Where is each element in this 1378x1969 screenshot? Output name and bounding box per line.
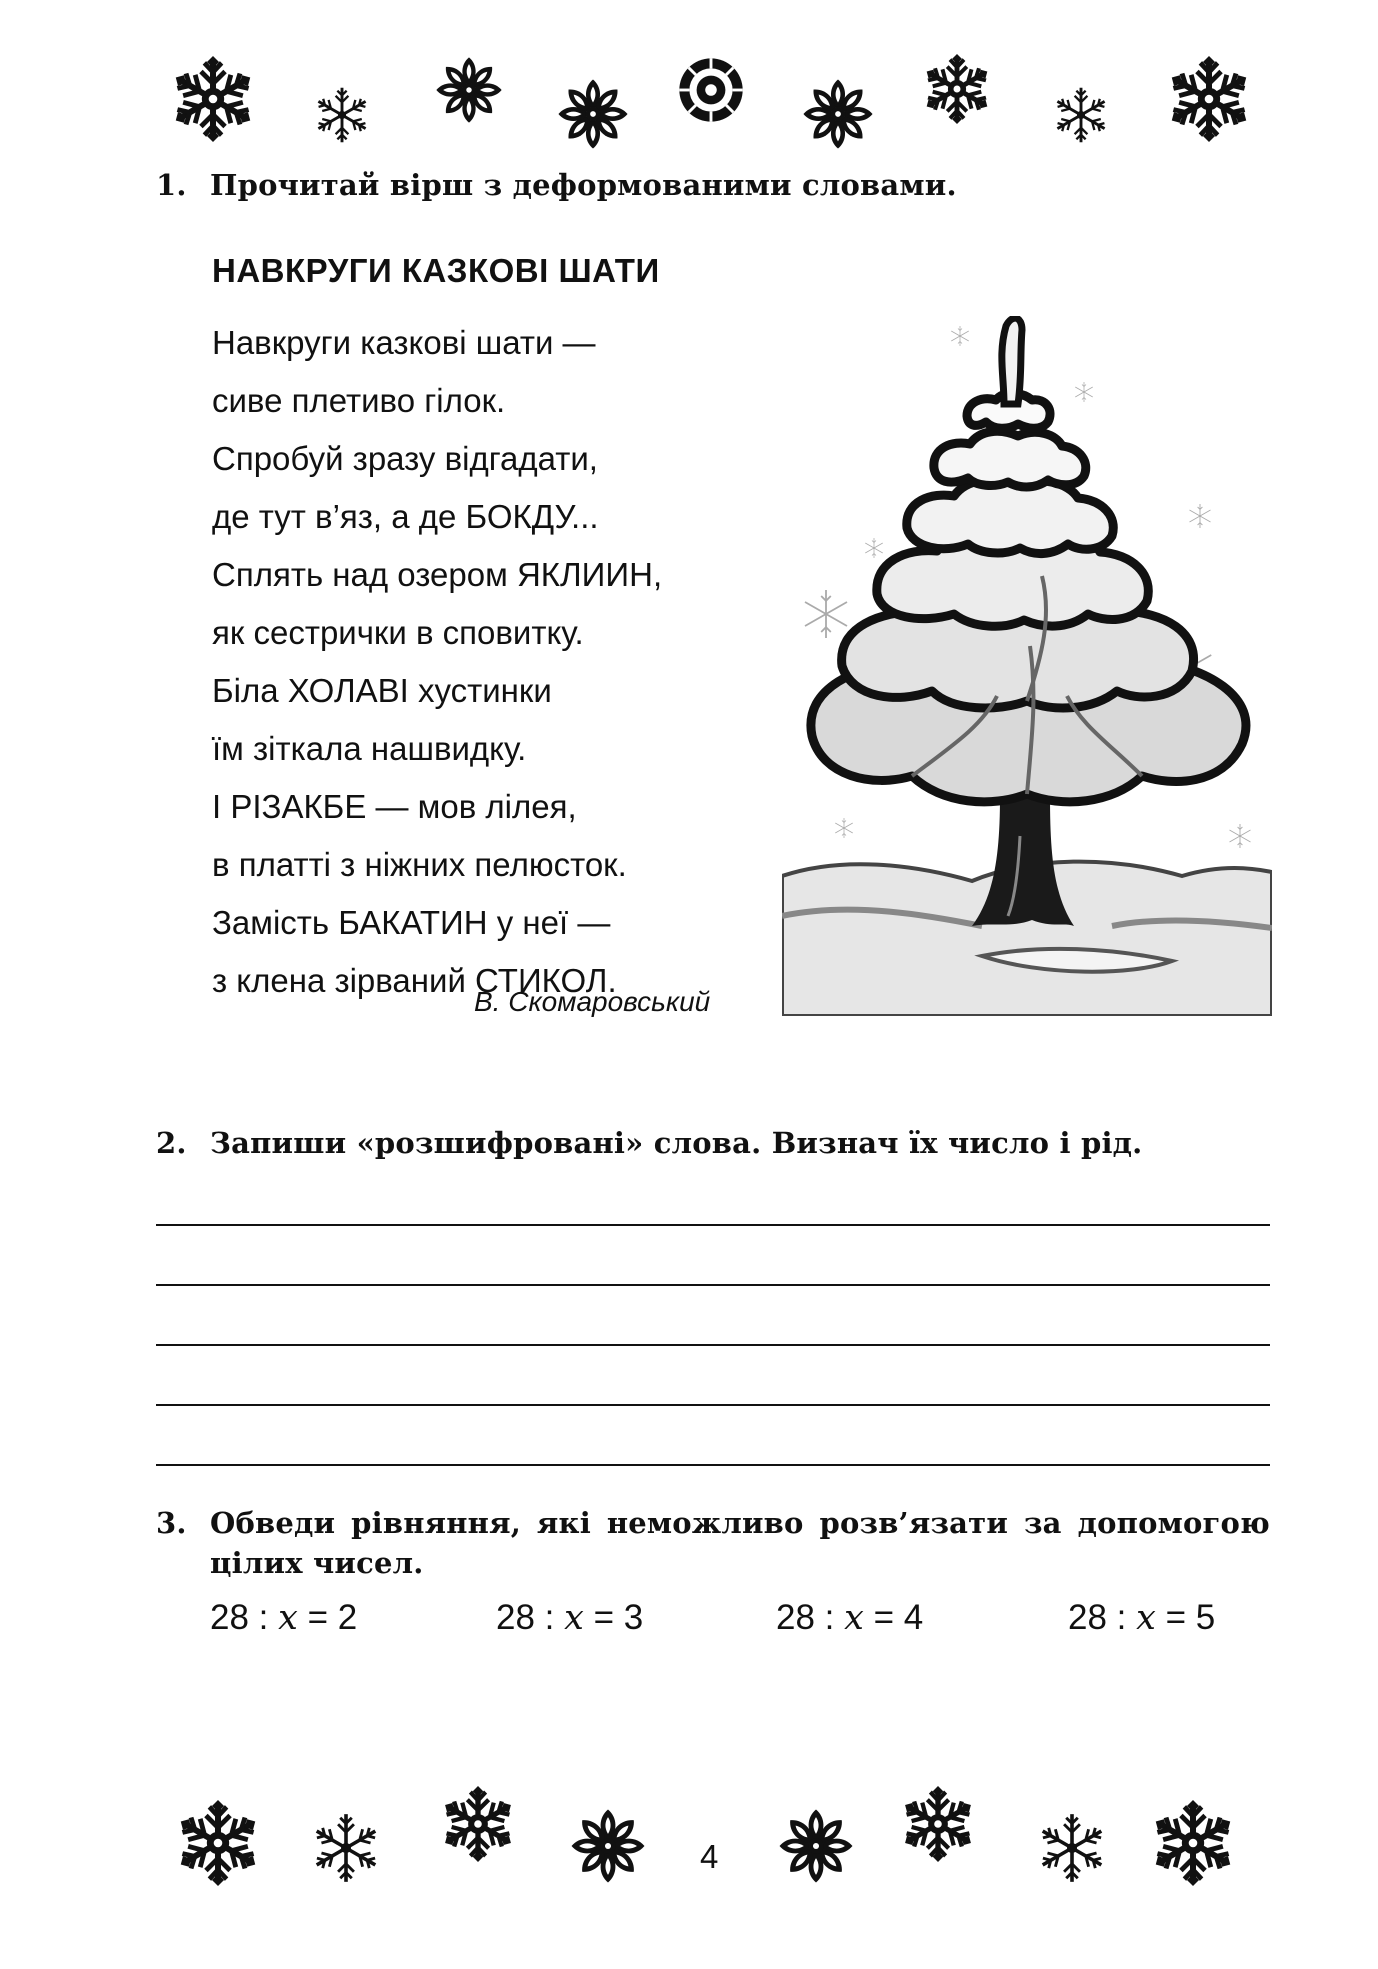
poem-line: Сплять над озером ЯКЛИИН, [212, 556, 663, 593]
snowflake-icon [1150, 1800, 1236, 1886]
poem-line: Замість БАКАТИН у неї — [212, 904, 611, 941]
poem-line: Спробуй зразу відгадати, [212, 440, 598, 477]
winter-tree-illustration [782, 316, 1272, 1016]
task-2-heading [156, 1126, 1142, 1160]
equation[interactable] [210, 1598, 357, 1638]
top-snowflake-border [160, 50, 1260, 160]
poem-author: В. Скомаровський [474, 986, 711, 1017]
snowflake-icon [313, 86, 371, 144]
task-number: 1. [156, 168, 187, 202]
equation-variable: x [564, 1598, 584, 1638]
answer-line[interactable] [156, 1344, 1270, 1346]
snowflake-icon [675, 54, 747, 126]
poem-line: І РІЗАКБЕ — мов лілея, [212, 788, 577, 825]
task-number: 3. [156, 1506, 187, 1540]
equation-right: = 2 [307, 1598, 358, 1637]
poem-line: в платті з ніжних пелюсток. [212, 846, 627, 883]
snowflake-icon [175, 1800, 261, 1886]
snowflake-icon [570, 1808, 646, 1884]
snowflake-icon [557, 78, 629, 150]
snowflake-icon [922, 54, 992, 124]
snowflake-icon [310, 1812, 382, 1884]
answer-line[interactable] [156, 1284, 1270, 1286]
task-instruction: Прочитай вірш з деформованими словами. [210, 168, 957, 202]
poem-line: їм зіткала нашвидку. [212, 730, 527, 767]
equation-right: = 3 [593, 1598, 644, 1637]
snowflake-icon [1166, 56, 1252, 142]
equation[interactable] [1068, 1598, 1215, 1638]
page-number: 4 [700, 1838, 719, 1875]
snowflake-icon [170, 56, 256, 142]
equation[interactable] [776, 1598, 923, 1638]
poem-line: як сестрички в сповитку. [212, 614, 584, 651]
equation-left: 28 : [210, 1598, 269, 1637]
snowflake-icon [802, 78, 874, 150]
answer-line[interactable] [156, 1464, 1270, 1466]
task-instruction-line-2: цілих чисел. [210, 1546, 424, 1580]
snowflake-icon [1036, 1812, 1108, 1884]
equation-left: 28 : [1068, 1598, 1127, 1637]
task-instruction: Запиши «розшифровані» слова. Визнач їх число і рід. [210, 1126, 1143, 1160]
poem-line: Навкруги казкові шати — [212, 324, 596, 361]
task-instruction-line-1: Обведи рівняння, які неможливо розв’язати за допомогою [210, 1506, 1270, 1540]
task-3-heading [156, 1506, 1270, 1580]
equation-left: 28 : [776, 1598, 835, 1637]
snowflake-icon [778, 1808, 854, 1884]
answer-line[interactable] [156, 1224, 1270, 1226]
snowflake-icon [440, 1786, 516, 1862]
poem-line: де тут в’яз, а де БОКДУ... [212, 498, 599, 535]
poem-text [212, 314, 662, 1010]
task-number: 2. [156, 1126, 187, 1160]
equation-left: 28 : [496, 1598, 555, 1637]
poem-title: НАВКРУГИ КАЗКОВІ ШАТИ [212, 252, 660, 289]
task-1-heading [156, 168, 957, 202]
equation-variable: x [844, 1598, 864, 1638]
poem-line: сиве плетиво гілок. [212, 382, 506, 419]
equation-variable: x [278, 1598, 298, 1638]
equation-variable: x [1136, 1598, 1156, 1638]
equation-right: = 4 [873, 1598, 924, 1637]
equation-right: = 5 [1165, 1598, 1216, 1637]
snowflake-icon [1052, 86, 1110, 144]
answer-line[interactable] [156, 1404, 1270, 1406]
equation[interactable] [496, 1598, 643, 1638]
poem-line: з клена зірваний СТИКОЛ. [212, 962, 617, 999]
snowflake-icon [900, 1786, 976, 1862]
snowflake-icon [435, 56, 503, 124]
poem-line: Біла ХОЛАВІ хустинки [212, 672, 552, 709]
